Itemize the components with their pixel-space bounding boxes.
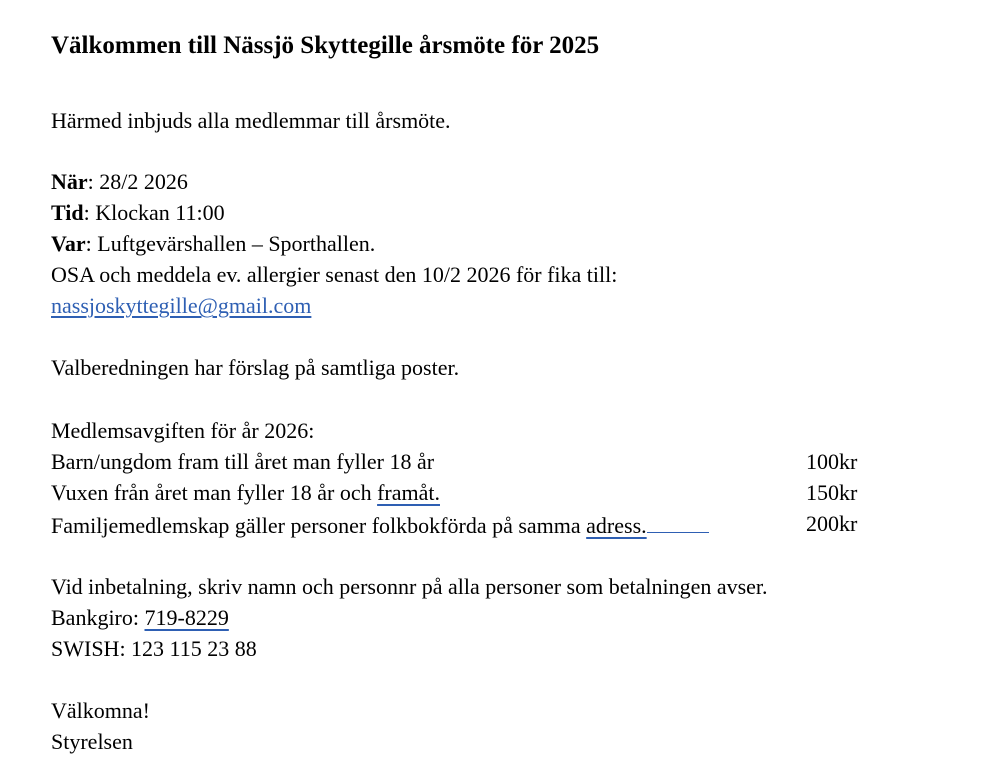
fee-row-price: 200kr	[806, 511, 858, 536]
where-sep: :	[85, 231, 92, 256]
fee-row-price: 150kr	[806, 480, 858, 505]
page-title: Välkommen till Nässjö Skyttegille årsmöte för 2025	[51, 32, 600, 59]
where-line	[51, 232, 375, 256]
swish-line: SWISH: 123 115 23 88	[51, 636, 257, 661]
email-link[interactable]: nassjoskyttegille@gmail.com	[51, 293, 312, 318]
time-value: Klockan 11:00	[89, 200, 225, 225]
bankgiro-number: 719-8229	[144, 605, 229, 630]
when-value: 28/2 2026	[93, 169, 188, 194]
fee-row-text: Familjemedlemskap gäller personer folkbokförda på samma	[51, 513, 587, 538]
fee-row	[51, 512, 709, 538]
closing-text: Välkomna!	[51, 698, 150, 723]
intro-text: Härmed inbjuds alla medlemmar till årsmöte.	[51, 108, 451, 133]
fee-row-marked-word: framåt.	[377, 480, 440, 505]
osa-text: OSA och meddela ev. allergier senast den 10/2 2026 för fika till:	[51, 262, 618, 287]
time-label: Tid	[51, 200, 84, 225]
where-value: Luftgevärshallen – Sporthallen.	[91, 231, 376, 256]
fill-underline	[647, 512, 709, 533]
fee-row	[51, 450, 434, 474]
where-label: Var	[51, 231, 86, 256]
fee-row-text: Vuxen från året man fyller 18 år och	[51, 480, 378, 505]
time-sep: :	[83, 200, 90, 225]
bankgiro-line	[51, 606, 229, 630]
fee-row	[51, 481, 440, 505]
time-line	[51, 201, 225, 225]
fees-heading: Medlemsavgiften för år 2026:	[51, 418, 315, 443]
nomination-text: Valberedningen har förslag på samtliga poster.	[51, 355, 460, 380]
when-line	[51, 170, 188, 194]
when-label: När	[51, 169, 88, 194]
fee-row-marked-word: adress.	[586, 513, 647, 538]
signature-text: Styrelsen	[51, 729, 133, 754]
fee-row-price: 100kr	[806, 449, 858, 474]
email-line	[51, 294, 311, 318]
fee-row-text: Barn/ungdom fram till året man fyller 18 år	[51, 449, 435, 474]
when-sep: :	[87, 169, 94, 194]
bankgiro-label: Bankgiro:	[51, 605, 145, 630]
payment-note: Vid inbetalning, skriv namn och personnr på alla personer som betalningen avser.	[51, 574, 768, 599]
